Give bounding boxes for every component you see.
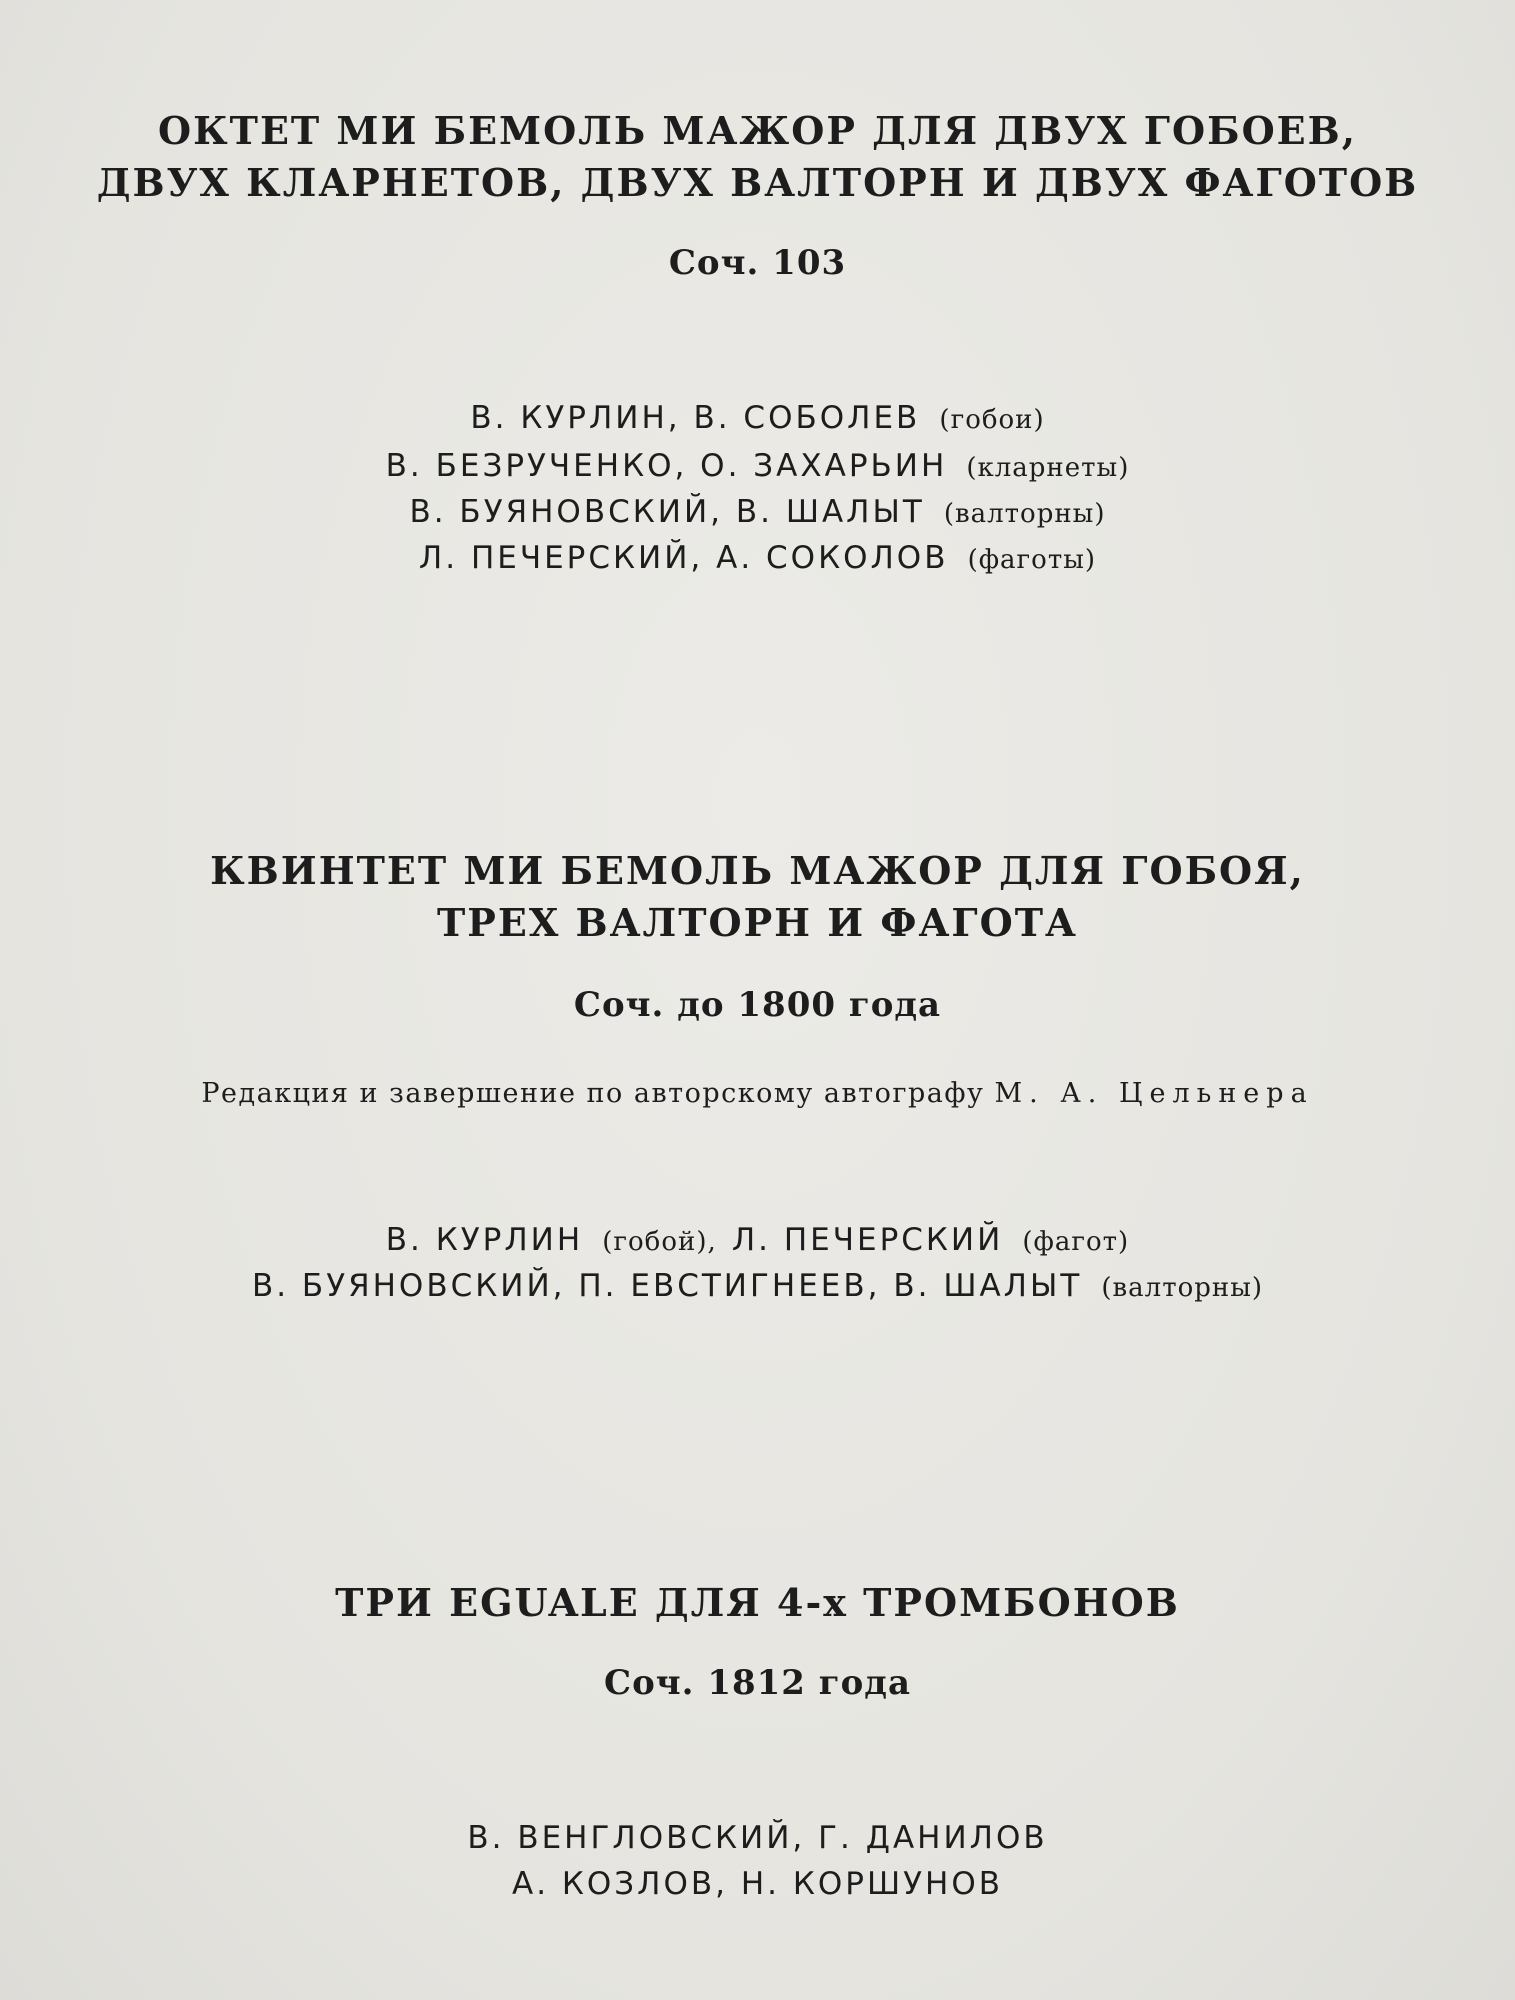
performer-role: (фагот) [1022,1227,1130,1257]
octet-performer-row [0,400,1515,436]
equale-performer-row [0,1820,1515,1856]
octet-performer-row [0,494,1515,530]
quintet-title-line-2: ТРЕХ ВАЛТОРН И ФАГОТА [437,900,1078,945]
performer-role: (гобой), [602,1227,717,1257]
performer-names: А. КОЗЛОВ, Н. КОРШУНОВ [511,1866,1004,1902]
performer-names: Л. ПЕЧЕРСКИЙ [731,1222,1004,1258]
quintet-title-line-1: КВИНТЕТ МИ БЕМОЛЬ МАЖОР ДЛЯ ГОБОЯ, [210,848,1305,893]
octet-title-line-1: ОКТЕТ МИ БЕМОЛЬ МАЖОР ДЛЯ ДВУХ ГОБОЕВ, [158,108,1357,153]
octet-title-line-2: ДВУХ КЛАРНЕТОВ, ДВУХ ВАЛТОРН И ДВУХ ФАГОТОВ [96,160,1419,205]
performer-role: (валторны) [943,499,1106,529]
performer-role: (кларнеты) [966,453,1130,483]
octet-performer-row [0,540,1515,576]
performer-role: (гобои) [939,405,1045,435]
performer-names: Л. ПЕЧЕРСКИЙ, А. СОКОЛОВ [418,540,949,576]
equale-performer-row [0,1866,1515,1902]
performer-names: В. БЕЗРУЧЕНКО, О. ЗАХАРЬИН [385,448,948,484]
octet-performer-row [0,448,1515,484]
performer-role: (фаготы) [967,545,1097,575]
editorial-note-text: Редакция и завершение по авторскому автографу [201,1078,985,1109]
quintet-performer-row [0,1268,1515,1304]
quintet-opus: Соч. до 1800 года [573,985,942,1025]
performer-names: В. КУРЛИН, В. СОБОЛЕВ [470,400,921,436]
equale-title: ТРИ EGUALE ДЛЯ 4-х ТРОМБОНОВ [335,1580,1180,1625]
performer-role: (валторны) [1101,1273,1264,1303]
performer-names: В. КУРЛИН [385,1222,584,1258]
quintet-performer-row [0,1222,1515,1258]
octet-opus: Соч. 103 [668,243,847,283]
editor-name: М. А. Цельнера [994,1078,1314,1109]
performer-names: В. ВЕНГЛОВСКИЙ, Г. ДАНИЛОВ [467,1820,1048,1856]
performer-names: В. БУЯНОВСКИЙ, П. ЕВСТИГНЕЕВ, В. ШАЛЫТ [251,1268,1083,1304]
editorial-note [0,1078,1515,1109]
equale-opus: Соч. 1812 года [604,1663,911,1703]
performer-names: В. БУЯНОВСКИЙ, В. ШАЛЫТ [409,494,925,530]
